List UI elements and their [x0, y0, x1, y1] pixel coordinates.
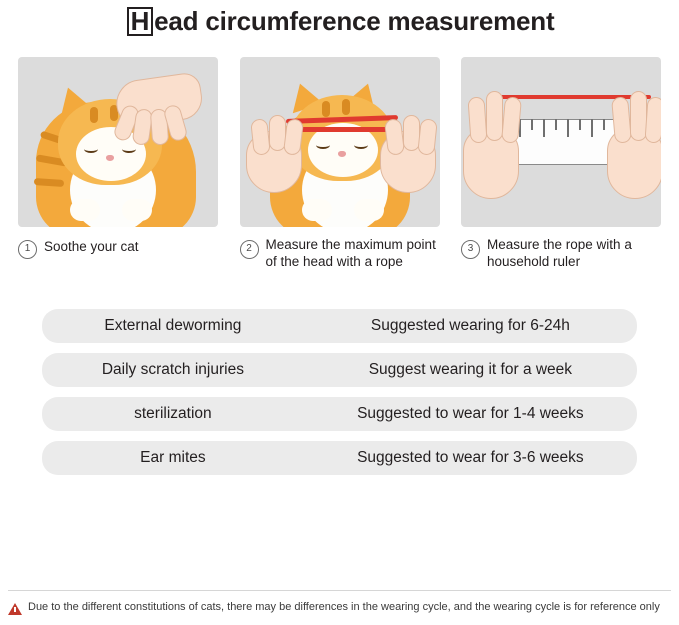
step-3 [461, 57, 661, 271]
cat-stripe [90, 107, 98, 123]
ruler-tick [531, 119, 533, 130]
page-title [125, 6, 555, 37]
cat-eye-left [316, 141, 330, 149]
photo-soothe-cat [18, 57, 218, 227]
cat-stripe [342, 99, 350, 115]
step-3-caption [461, 237, 661, 271]
step-2-caption-text: Measure the maximum point of the head with a rope [265, 237, 436, 269]
ruler-tick [567, 119, 569, 137]
hand-finger [644, 96, 661, 143]
table-row [42, 441, 637, 475]
page-title-rest: ead circumference measurement [154, 6, 555, 36]
footer-divider [8, 590, 671, 591]
step-number-2: 2 [240, 240, 259, 259]
step-1 [18, 57, 218, 271]
row-condition: Ear mites [140, 448, 206, 466]
cat-nose [338, 151, 346, 157]
step-2-caption [240, 237, 440, 271]
steps-row [0, 57, 679, 271]
step-1-caption [18, 237, 218, 259]
row-condition: Daily scratch injuries [101, 360, 244, 378]
hand-finger [486, 91, 503, 141]
footer-note [8, 601, 671, 615]
row-suggestion: Suggested to wear for 3-6 weeks [357, 448, 584, 466]
row-suggestion: Suggested wearing for 6-24h [370, 316, 570, 334]
ruler-tick [603, 119, 605, 130]
table-row [42, 353, 637, 387]
hand-finger [403, 115, 420, 151]
cat-eye-right [122, 145, 136, 153]
cat-paw-right [354, 199, 384, 221]
ruler-tick [579, 119, 581, 130]
cat-eye-left [84, 145, 98, 153]
hand-finger [467, 96, 487, 143]
step-number-3: 3 [461, 240, 480, 259]
step-number-1: 1 [18, 240, 37, 259]
hand-finger [611, 96, 632, 143]
cat-stripe [322, 101, 330, 117]
warning-triangle-icon [8, 603, 22, 615]
photo-measure-rope-ruler [461, 57, 661, 227]
cat-paw-left [302, 199, 332, 221]
photo-measure-head-rope [240, 57, 440, 227]
step-1-caption-text: Soothe your cat [44, 239, 139, 254]
row-condition: External deworming [104, 316, 242, 334]
page-header [0, 0, 679, 37]
ruler-tick [555, 119, 557, 130]
cat-paw-left [70, 199, 100, 221]
row-suggestion: Suggest wearing it for a week [368, 360, 573, 378]
ruler-tick [591, 119, 593, 137]
ruler-tick [543, 119, 545, 137]
footer-note-text: Due to the different constitutions of cats, there may be differences in the wearing cycle, and the wearing cycle is for reference only [28, 601, 660, 613]
table-row [42, 309, 637, 343]
page-title-cap: H [127, 7, 154, 36]
cat-nose [106, 155, 114, 161]
cat-eye-right [354, 141, 368, 149]
wearing-cycle-table [42, 309, 637, 475]
step-3-caption-text: Measure the rope with a household ruler [487, 237, 632, 269]
table-row [42, 397, 637, 431]
step-2 [240, 57, 440, 271]
cat-paw-right [122, 199, 152, 221]
row-condition: sterilization [134, 404, 212, 422]
row-suggestion: Suggested to wear for 1-4 weeks [357, 404, 584, 422]
